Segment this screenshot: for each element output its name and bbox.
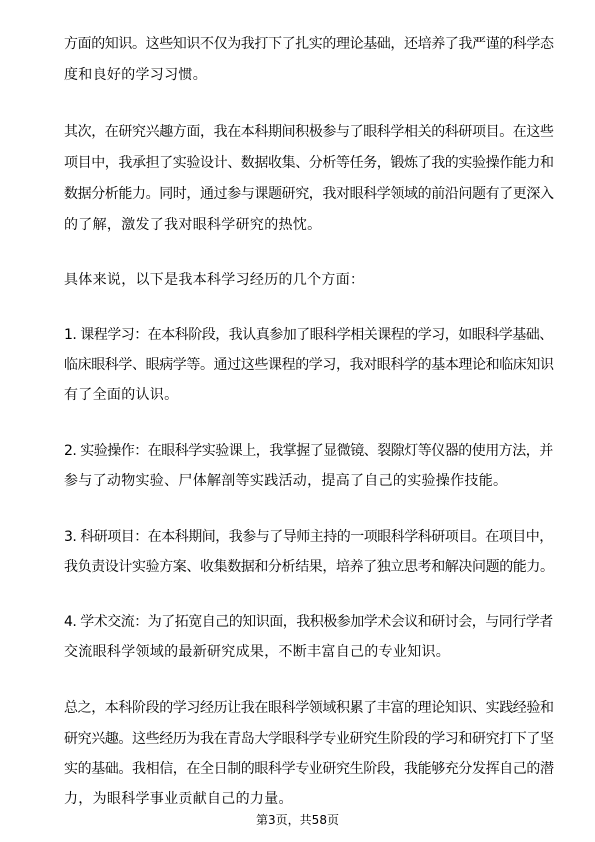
text-line: 的了解，激发了我对眼科学研究的热忱。: [64, 217, 322, 233]
text-line: 临床眼科学、眼病学等。通过这些课程的学习，我对眼科学的基本理论和临床知识: [64, 357, 554, 373]
page-number: 第3页，共58页: [256, 813, 339, 827]
text-line: 4. 学术交流：为了拓宽自己的知识面，我积极参加学术会议和研讨会，与同行学者: [64, 614, 553, 630]
text-line: 项目中，我承担了实验设计、数据收集、分析等任务，锻炼了我的实验操作能力和: [64, 155, 554, 171]
text-line: 研究兴趣。这些经历为我在青岛大学眼科学专业研究生阶段的学习和研究打下了坚: [64, 731, 554, 747]
text-line: 数据分析能力。同时，通过参与课题研究，我对眼科学领域的前沿问题有了更深入: [64, 186, 554, 202]
text-line: 总之，本科阶段的学习经历让我在眼科学领域积累了丰富的理论知识、实践经验和: [64, 700, 554, 716]
text-line: 3. 科研项目：在本科期间，我参与了导师主持的一项眼科学科研项目。在项目中，: [64, 529, 553, 545]
text-line: 交流眼科学领域的最新研究成果，不断丰富自己的专业知识。: [64, 644, 451, 660]
text-line: 具体来说，以下是我本科学习经历的几个方面：: [64, 272, 365, 288]
text-line: 方面的知识。这些知识不仅为我打下了扎实的理论基础，还培养了我严谨的科学态: [64, 36, 554, 52]
text-line: 我负责设计实验方案、收集数据和分析结果，培养了独立思考和解决问题的能力。: [64, 559, 554, 575]
text-line: 1. 课程学习：在本科阶段，我认真参加了眼科学相关课程的学习，如眼科学基础、: [64, 327, 553, 343]
text-line: 其次，在研究兴趣方面，我在本科期间积极参与了眼科学相关的科研项目。在这些: [64, 124, 554, 140]
text-line: 实的基础。我相信，在全日制的眼科学专业研究生阶段，我能够充分发挥自己的潜: [64, 761, 554, 777]
text-line: 力，为眼科学事业贡献自己的力量。: [64, 791, 293, 807]
text-line: 有了全面的认识。: [64, 387, 179, 403]
text-line: 度和良好的学习习惯。: [64, 67, 207, 83]
text-line: 参与了动物实验、尸体解剖等实践活动，提高了自己的实验操作技能。: [64, 473, 508, 489]
text-line: 2. 实验操作：在眼科学实验课上，我掌握了显微镜、裂隙灯等仪器的使用方法，并: [64, 443, 553, 459]
